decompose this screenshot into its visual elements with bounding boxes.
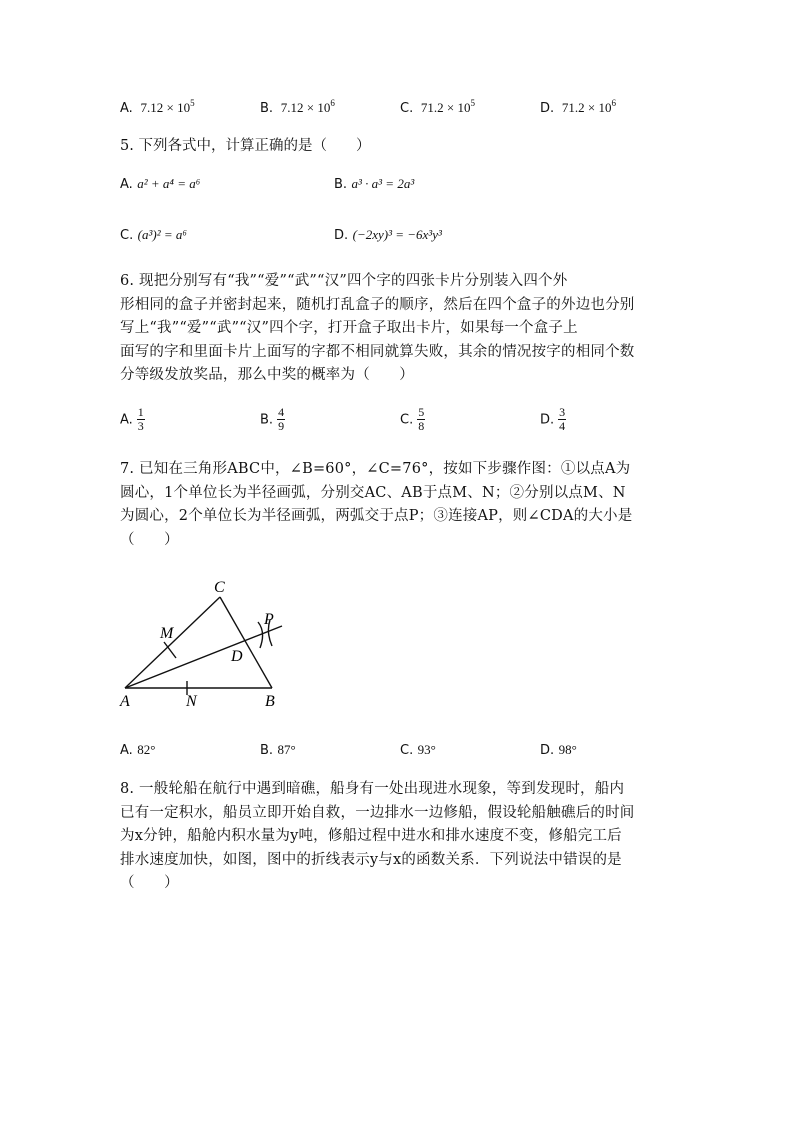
q4-option-c[interactable]: C. $71.2 \times 10^5$: [400, 98, 476, 116]
q7-line: （ ）: [120, 531, 179, 548]
q7-line: 7. 已知在三角形ABC中，∠B=60°，∠C=76°，按如下步骤作图：①以点A为: [120, 461, 631, 477]
q6-option-a[interactable]: A. $\frac{1}{3}$: [120, 405, 144, 433]
q8-stem: [120, 778, 680, 896]
q6-line: 6. 现把分别写有“我”“爱”“武”“汉”四个字的四张卡片分别装入四个外: [120, 273, 568, 289]
q5-option-a[interactable]: A. a² + a⁴ = a⁶: [120, 176, 201, 192]
label-p: P: [264, 611, 274, 628]
q5-option-c[interactable]: C. (a³)² = a⁶: [120, 227, 187, 243]
q7-stem: [120, 458, 680, 552]
ray-ap: [125, 626, 282, 688]
label-a: A: [120, 693, 130, 710]
side-ac: [125, 597, 220, 688]
q7-line: 为圆心，2个单位长为半径画弧，两弧交于点P；③连接AP，则∠CDA的大小是: [120, 508, 633, 524]
q6-line: 形相同的盒子并密封起来，随机打乱盒子的顺序，然后在四个盒子的外边也分别: [120, 296, 635, 313]
label-b: B: [265, 693, 275, 710]
q6-line: 写上“我”“爱”“武”“汉”四个字，打开盒子取出卡片，如果每一个盒子上: [120, 320, 578, 336]
q6-option-b[interactable]: B. $\frac{4}{9}$: [260, 405, 285, 433]
q6-option-c[interactable]: C. $\frac{5}{8}$: [400, 405, 425, 433]
q8-line: 为x分钟，船舱内积水量为y吨，修船过程中进水和排水速度不变，修船完工后: [120, 828, 622, 844]
q7-line: 圆心，1个单位长为半径画弧，分别交AC、AB于点M、N；②分别以点M、N: [120, 484, 626, 501]
q4-option-a[interactable]: A. $7.12 \times 10^5$: [120, 98, 195, 116]
label-d: D: [231, 648, 243, 665]
label-c: C: [214, 579, 225, 596]
q5-stem: 5. 下列各式中，计算正确的是（ ）: [120, 138, 371, 154]
q5-option-d[interactable]: D. (−2xy)³ = −6x³y³: [334, 227, 442, 243]
q8-line: 排水速度加快，如图，图中的折线表示y与x的函数关系．下列说法中错误的是: [120, 851, 622, 868]
q7-option-c[interactable]: C. 93°: [400, 742, 436, 758]
q6-line: 分等级发放奖品，那么中奖的概率为（ ）: [120, 367, 414, 383]
q4-option-d[interactable]: D. $71.2 \times 10^6$: [540, 98, 616, 116]
fraction: $\frac{3}{4}$: [559, 405, 566, 433]
q6-line: 面写的字和里面卡片上面写的字都不相同就算失败，其余的情况按字的相同个数: [120, 343, 635, 360]
q7-option-b[interactable]: B. 87°: [260, 742, 296, 758]
triangle-figure: [100, 570, 300, 720]
q8-line: 已有一定积水，船员立即开始自救，一边排水一边修船，假设轮船触礁后的时间: [120, 804, 635, 821]
label-m: M: [160, 625, 174, 642]
q8-line: （ ）: [120, 875, 179, 891]
fraction: $\frac{4}{9}$: [278, 405, 285, 433]
q5-option-b[interactable]: B. a³ · a³ = 2a³: [334, 176, 415, 192]
fraction: $\frac{5}{8}$: [418, 405, 425, 433]
q8-line: 8. 一般轮船在航行中遇到暗礁，船身有一处出现进水现象，等到发现时，船内: [120, 781, 625, 797]
q6-stem: [120, 270, 680, 388]
q7-option-d[interactable]: D. 98°: [540, 742, 577, 758]
q6-option-d[interactable]: D. $\frac{3}{4}$: [540, 405, 566, 433]
fraction: $\frac{1}{3}$: [137, 405, 144, 433]
q4-option-b[interactable]: B. $7.12 \times 10^6$: [260, 98, 335, 116]
label-n: N: [186, 693, 197, 710]
q7-option-a[interactable]: A. 82°: [120, 742, 156, 758]
